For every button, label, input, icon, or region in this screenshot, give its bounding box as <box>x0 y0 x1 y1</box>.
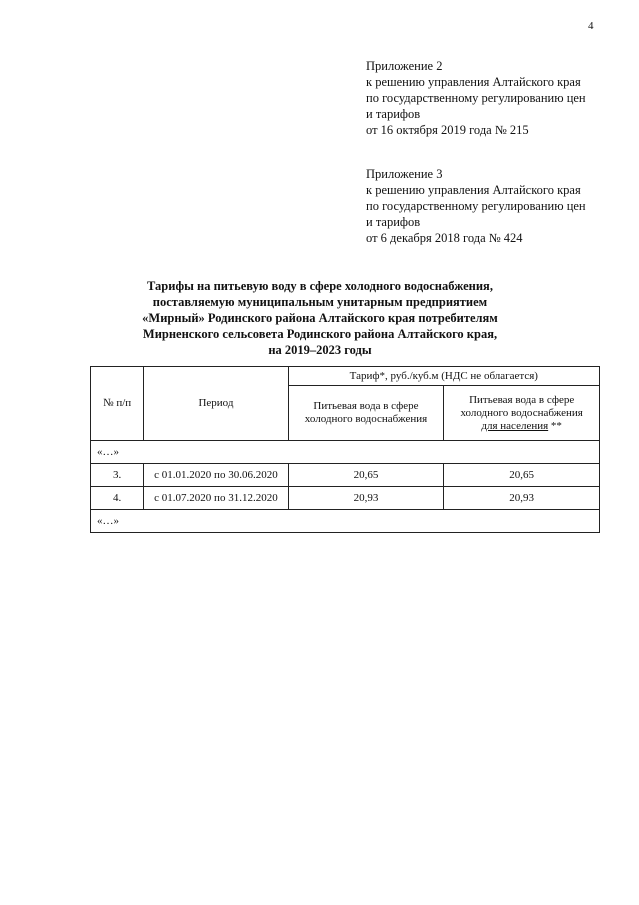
row-tariff-value: 20,93 <box>288 487 444 510</box>
row-number: 3. <box>91 464 144 487</box>
header-drinking-water-population <box>444 386 600 441</box>
header-col2-underlined: для населения <box>481 419 549 432</box>
appendix-2-title: Приложение 2 <box>366 59 443 73</box>
title-line: «Мирный» Родинского района Алтайского края потребителям <box>142 311 498 325</box>
header-col2-main: Питьевая вода в сфере холодного водоснабжения <box>460 393 583 419</box>
ellipsis-cell: «…» <box>91 510 600 533</box>
appendix-3-title: Приложение 3 <box>366 167 443 181</box>
title-line: на 2019–2023 годы <box>268 343 372 357</box>
appendix-2-line: к решению управления Алтайского края <box>366 75 581 89</box>
header-drinking-water: Питьевая вода в сфере холодного водоснабжения <box>288 386 444 441</box>
row-tariff-value: 20,65 <box>288 464 444 487</box>
appendix-3-block <box>366 166 626 246</box>
table-row <box>91 441 600 464</box>
row-tariff-population-value: 20,65 <box>444 464 600 487</box>
row-number: 4. <box>91 487 144 510</box>
header-col2-suffix: ** <box>548 419 562 432</box>
table-row <box>91 464 600 487</box>
document-title <box>110 278 530 358</box>
header-period: Период <box>144 367 288 441</box>
table-row <box>91 487 600 510</box>
appendix-2-line: и тарифов <box>366 107 421 121</box>
appendix-2-line: от 16 октября 2019 года № 215 <box>366 123 529 137</box>
tariff-table <box>90 366 600 533</box>
appendix-3-line: по государственному регулированию цен <box>366 199 586 213</box>
ellipsis-cell: «…» <box>91 441 600 464</box>
appendix-3-line: от 6 декабря 2018 года № 424 <box>366 231 523 245</box>
title-line: Тарифы на питьевую воду в сфере холодного водоснабжения, <box>147 279 493 293</box>
table-header-row <box>91 367 600 386</box>
page-number: 4 <box>588 20 594 32</box>
appendix-2-line: по государственному регулированию цен <box>366 91 586 105</box>
row-period: с 01.01.2020 по 30.06.2020 <box>144 464 288 487</box>
title-line: поставляемую муниципальным унитарным предприятием <box>152 295 488 309</box>
appendix-2-block <box>366 58 626 138</box>
row-tariff-population-value: 20,93 <box>444 487 600 510</box>
table-row <box>91 510 600 533</box>
header-tariff: Тариф*, руб./куб.м (НДС не облагается) <box>288 367 599 386</box>
header-number: № п/п <box>91 367 144 441</box>
title-line: Мирненского сельсовета Родинского района Алтайского края, <box>142 327 498 341</box>
appendix-3-line: к решению управления Алтайского края <box>366 183 581 197</box>
row-period: с 01.07.2020 по 31.12.2020 <box>144 487 288 510</box>
appendix-3-line: и тарифов <box>366 215 421 229</box>
